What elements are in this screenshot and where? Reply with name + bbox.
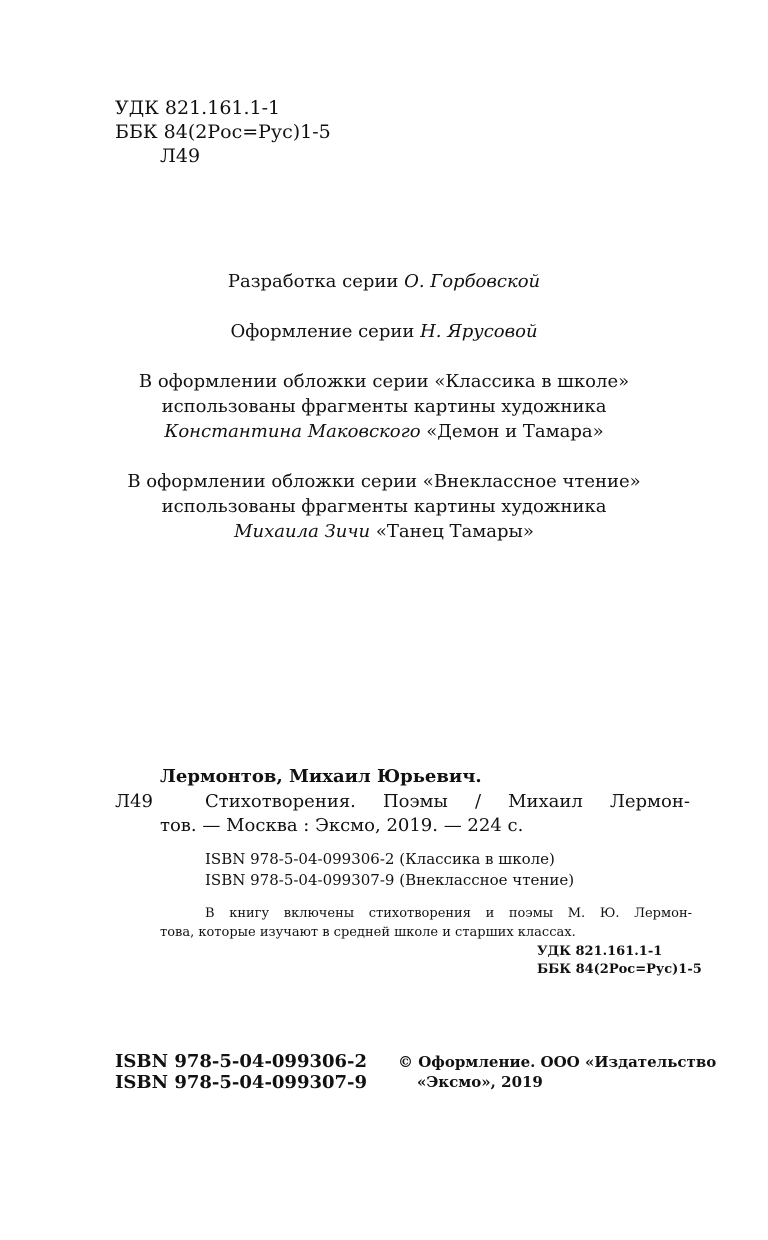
annotation-word: и: [485, 906, 495, 921]
author-mark: Л49: [160, 145, 201, 167]
catalog-isbn-1: ISBN 978-5-04-099306-2 (Классика в школе): [205, 850, 555, 868]
annotation-word: включены: [283, 906, 355, 921]
series-development-credit: [0, 270, 768, 293]
annotation-word: Лермон-: [634, 906, 692, 921]
desc-word: /: [474, 791, 482, 812]
series-dev-name: О. Горбовской: [404, 271, 541, 292]
annotation-line1: [205, 905, 692, 923]
bbk-code: ББК 84(2Рос=Рус)1-5: [115, 121, 331, 143]
annotation-word: книгу: [229, 906, 270, 921]
cover2-painting: «Танец Тамары»: [370, 521, 534, 542]
desc-word: Стихотворения.: [205, 791, 356, 812]
udk-code: УДК 821.161.1-1: [115, 97, 281, 119]
copyright-line2: «Эксмо», 2019: [417, 1073, 543, 1091]
cover1-credit-line3: [0, 420, 768, 443]
annotation-line2: това, которые изучают в средней школе и старших классах.: [160, 925, 576, 940]
catalog-author-mark: Л49: [115, 791, 153, 812]
catalog-description-line1: [205, 790, 690, 813]
catalog-isbn-2: ISBN 978-5-04-099307-9 (Внеклассное чтение): [205, 871, 575, 889]
annotation-word: Ю.: [599, 906, 620, 921]
desc-word: Лермон-: [609, 791, 690, 812]
footer-isbn-1: ISBN 978-5-04-099306-2: [115, 1051, 368, 1072]
catalog-author: Лермонтов, Михаил Юрьевич.: [160, 766, 482, 787]
series-dev-label: Разработка серии: [227, 271, 405, 292]
copyright-line1: © Оформление. ООО «Издательство: [398, 1053, 717, 1071]
annotation-word: М.: [567, 906, 586, 921]
footer-isbn-2: ISBN 978-5-04-099307-9: [115, 1072, 368, 1093]
cover2-artist: Михаила Зичи: [234, 521, 371, 542]
catalog-description-line2: тов. — Москва : Эксмо, 2019. — 224 с.: [160, 815, 524, 836]
series-design-name: Н. Ярусовой: [420, 321, 538, 342]
cover2-credit-line2: использованы фрагменты картины художника: [161, 496, 607, 517]
catalog-bbk: ББК 84(2Рос=Рус)1-5: [537, 962, 702, 977]
annotation-word: поэмы: [508, 906, 554, 921]
catalog-udk: УДК 821.161.1-1: [537, 944, 663, 959]
series-design-label: Оформление серии: [230, 321, 421, 342]
annotation-word: стихотворения: [368, 906, 471, 921]
cover1-painting: «Демон и Тамара»: [420, 421, 604, 442]
cover1-credit-line1: В оформлении обложки серии «Классика в школе»: [138, 371, 630, 392]
annotation-word: В: [205, 906, 215, 921]
cover2-credit-line1: В оформлении обложки серии «Внеклассное чтение»: [127, 471, 641, 492]
cover1-credit-line2: использованы фрагменты картины художника: [161, 396, 607, 417]
cover1-artist: Константина Маковского: [164, 421, 421, 442]
desc-word: Михаил: [508, 791, 583, 812]
desc-word: Поэмы: [382, 791, 448, 812]
cover2-credit-line3: [0, 520, 768, 543]
series-design-credit: [0, 320, 768, 343]
